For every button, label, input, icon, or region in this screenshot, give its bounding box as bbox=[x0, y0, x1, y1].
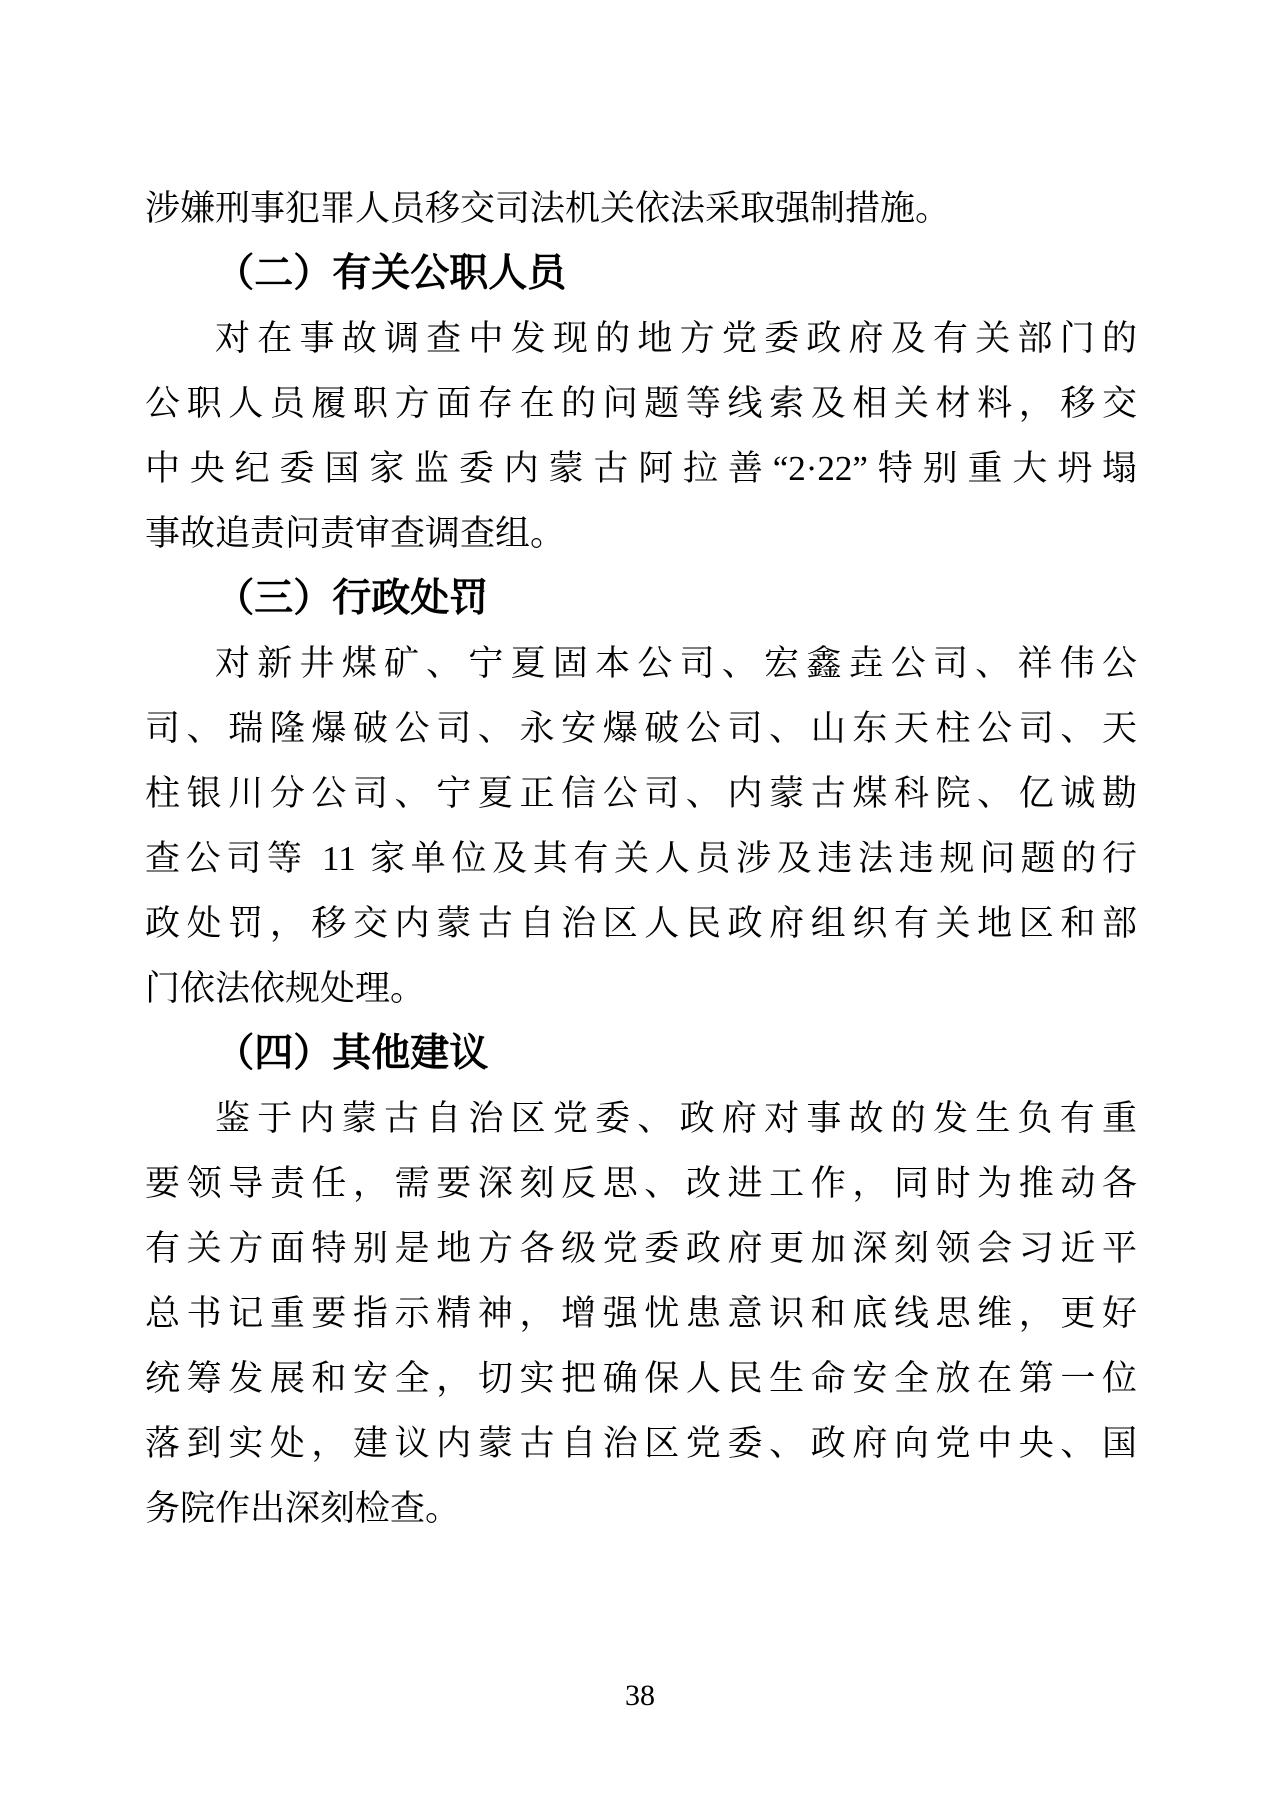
text-line: 事故追责问责审查调查组。 bbox=[145, 514, 566, 553]
text-line: 司、瑞隆爆破公司、永安爆破公司、山东天柱公司、天 bbox=[145, 709, 1137, 748]
document-body bbox=[145, 176, 1137, 1541]
text-line: 鉴于内蒙古自治区党委、政府对事故的发生负有重 bbox=[215, 1099, 1137, 1138]
text-line: 要领导责任，需要深刻反思、改进工作，同时为推动各 bbox=[145, 1164, 1137, 1203]
text-line: 柱银川分公司、宁夏正信公司、内蒙古煤科院、亿诚勘 bbox=[145, 774, 1137, 813]
text-line: 务院作出深刻检查。 bbox=[145, 1489, 461, 1528]
text-line: 政处罚，移交内蒙古自治区人民政府组织有关地区和部 bbox=[145, 904, 1137, 943]
text-line: 门依法依规处理。 bbox=[145, 969, 426, 1008]
text-line: 对新井煤矿、宁夏固本公司、宏鑫垚公司、祥伟公 bbox=[215, 644, 1137, 683]
text-line: 查公司等 11 家单位及其有关人员涉及违法违规问题的行 bbox=[145, 839, 1137, 878]
page-number: 38 bbox=[625, 1679, 655, 1712]
text-line: 对在事故调查中发现的地方党委政府及有关部门的 bbox=[215, 319, 1137, 358]
text-line: 有关方面特别是地方各级党委政府更加深刻领会习近平 bbox=[145, 1229, 1137, 1268]
section-heading: （三）行政处罚 bbox=[215, 577, 489, 620]
section-heading: （四）其他建议 bbox=[215, 1032, 489, 1075]
text-line: 中央纪委国家监委内蒙古阿拉善“2·22”特别重大坍塌 bbox=[145, 449, 1137, 488]
text-line: 总书记重要指示精神，增强忧患意识和底线思维，更好 bbox=[145, 1294, 1137, 1333]
section-heading: （二）有关公职人员 bbox=[215, 252, 567, 295]
text-line: 公职人员履职方面存在的问题等线索及相关材料，移交 bbox=[145, 384, 1137, 423]
text-line: 落到实处，建议内蒙古自治区党委、政府向党中央、国 bbox=[145, 1424, 1137, 1463]
text-line: 统筹发展和安全，切实把确保人民生命安全放在第一位 bbox=[145, 1359, 1137, 1398]
text-line: 涉嫌刑事犯罪人员移交司法机关依法采取强制措施。 bbox=[145, 189, 951, 228]
